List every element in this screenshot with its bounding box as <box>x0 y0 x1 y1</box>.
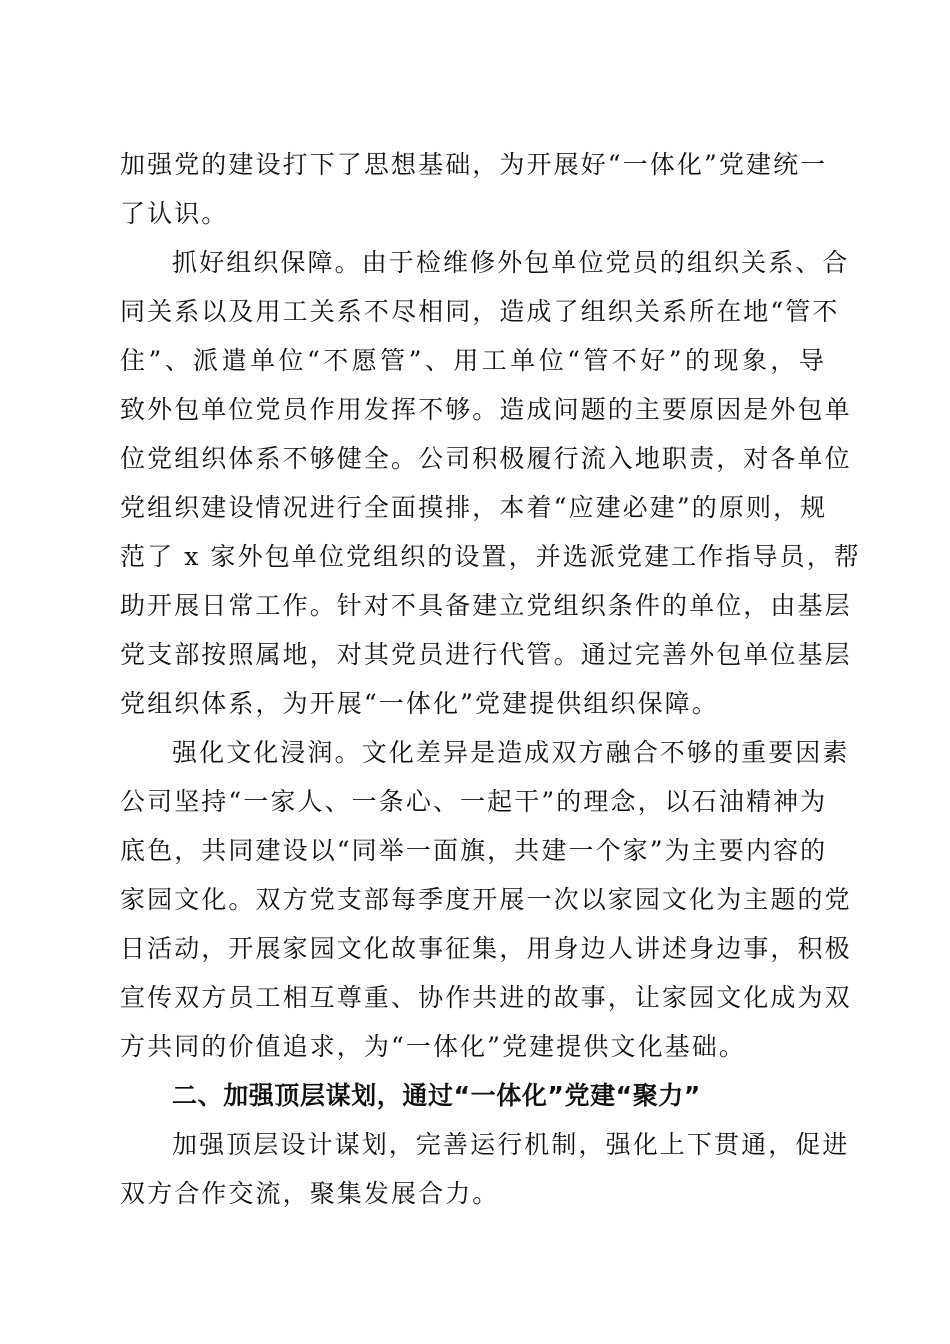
paragraph-line: 公司坚持“一家人、一条心、一起干”的理念，以石油精神为 <box>120 787 828 816</box>
section-heading: 二、加强顶层谋划，通过“一体化”党建“聚力” <box>172 1081 701 1110</box>
paragraph-line: 范了 x 家外包单位党组织的设置，并选派党建工作指导员，帮 <box>120 542 861 571</box>
paragraph-line: 双方合作交流，聚集发展合力。 <box>120 1179 500 1208</box>
paragraph-line: 宣传双方员工相互尊重、协作共进的故事，让家园文化成为双 <box>120 983 852 1012</box>
paragraph-line: 住”、派遣单位“不愿管”、用工单位“管不好”的现象，导 <box>120 346 826 375</box>
paragraph-line: 日活动，开展家园文化故事征集，用身边人讲述身边事，积极 <box>120 934 852 963</box>
paragraph-line: 强化文化浸润。文化差异是造成双方融合不够的重要因素 <box>172 738 850 767</box>
paragraph-line: 党组织建设情况进行全面摸排，本着“应建必建”的原则，规 <box>120 493 828 522</box>
paragraph-line: 底色，共同建设以“同举一面旗，共建一个家”为主要内容的 <box>120 836 828 865</box>
paragraph-line: 党组织体系，为开展“一体化”党建提供组织保障。 <box>120 689 719 718</box>
paragraph-line: 党支部按照属地，对其党员进行代管。通过完善外包单位基层 <box>120 640 852 669</box>
paragraph-line: 家园文化。双方党支部每季度开展一次以家园文化为主题的党 <box>120 885 852 914</box>
paragraph-line: 加强顶层设计谋划，完善运行机制，强化上下贯通，促进 <box>172 1130 850 1159</box>
paragraph-line: 加强党的建设打下了思想基础，为开展好“一体化”党建统一 <box>120 150 828 179</box>
paragraph-line: 位党组织体系不够健全。公司积极履行流入地职责，对各单位 <box>120 444 852 473</box>
paragraph-line: 抓好组织保障。由于检维修外包单位党员的组织关系、合 <box>172 248 850 277</box>
paragraph-line: 致外包单位党员作用发挥不够。造成问题的主要原因是外包单 <box>120 395 852 424</box>
paragraph-line: 同关系以及用工关系不尽相同，造成了组织关系所在地“管不 <box>120 297 840 326</box>
paragraph-line: 了认识。 <box>120 199 229 228</box>
paragraph-line: 方共同的价值追求，为“一体化”党建提供文化基础。 <box>120 1032 746 1061</box>
paragraph-line: 助开展日常工作。针对不具备建立党组织条件的单位，由基层 <box>120 591 852 620</box>
document-body <box>120 140 861 1218</box>
